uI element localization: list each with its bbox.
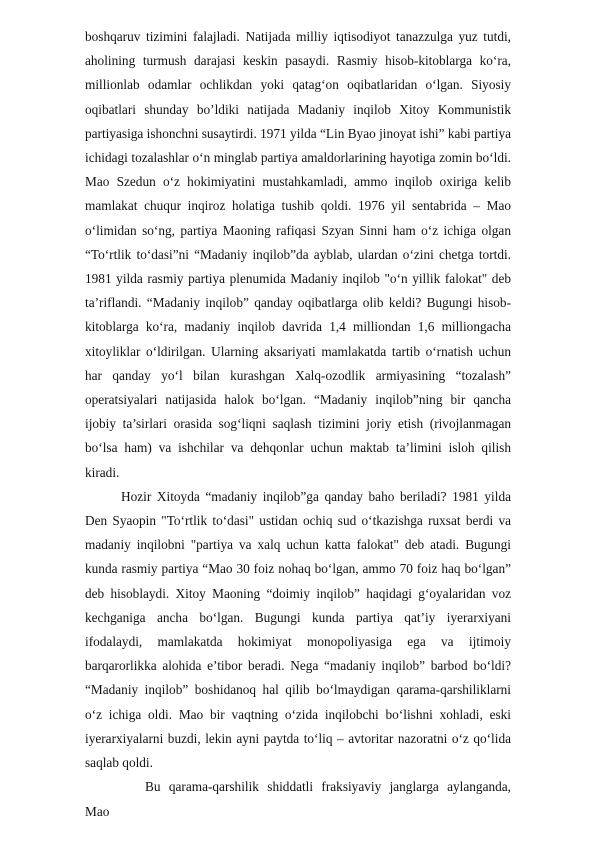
paragraph-2: Hozir Xitoyda “madaniy inqilob”ga qanday baho beriladi? 1981 yilda Den Syaopin "To‘rtlik to‘dasi" ustidan ochiq sud o‘tkazishga ruxsat berdi va madaniy inqilobni "partiya va xalq uchun katta falokat" deb atadi. Bugungi kunda rasmiy partiya “Mao 30 foiz nohaq bo‘lgan, ammo 70 foiz haq bo‘lgan” deb hisoblaydi. Xitoy Maoning “doimiy inqilob” haqidagi g‘oyalaridan voz kechganiga ancha bo‘lgan. Bugungi kunda partiya qat’iy iyerarxiyani ifodalaydi, mamlakatda hokimiyat monopoliyasiga ega va ijtimoiy barqarorlikka alohida e’tibor beradi. Nega “madaniy inqilob” barbod bo‘ldi? “Madaniy inqilob” boshidanoq hal qilib bo‘lmaydigan qarama-qarshiliklarni o‘z ichiga oldi. Mao bir vaqtning o‘zida inqilobchi bo‘lishni xohladi, eski iyerarxiyalarni buzdi, lekin ayni paytda to‘liq – avtoritar nazoratni o‘z qo‘lida saqlab qoldi.: [85, 488, 511, 771]
document-page: [85, 25, 511, 824]
paragraph-3: Bu qarama-qarshilik shiddatli fraksiyaviy janglarga aylanganda, Mao: [85, 779, 511, 819]
paragraph-1: boshqaruv tizimini falajladi. Natijada milliy iqtisodiyot tanazzulga yuz tutdi, aholining turmush darajasi keskin pasaydi. Rasmiy hisob-kitoblarga ko‘ra, millionlab odamlar ochlikdan yoki qatag‘on oqibatlaridan o‘lgan. Siyosiy oqibatlari shunday bo’ldiki natijada Madaniy inqilob Xitoy Kommunistik partiyasiga ishonchni susaytirdi. 1971 yilda “Lin Byao jinoyat ishi” kabi partiya ichidagi tozalashlar o‘n minglab partiya amaldorlarining hayotiga zomin bo‘ldi. Mao Szedun o‘z hokimiyatini mustahkamladi, ammo inqilob oxiriga kelib mamlakat chuqur inqiroz holatiga tushib qoldi. 1976 yil sentabrida – Mao o‘limidan so‘ng, partiya Maoning rafiqasi Szyan Sinni ham o‘z ichiga olgan “To‘rtlik to‘dasi”ni “Madaniy inqilob”da ayblab, ulardan o‘zini chetga tortdi. 1981 yilda rasmiy partiya plenumida Madaniy inqilob "o‘n yillik falokat" deb ta’riflandi. “Madaniy inqilob” qanday oqibatlarga olib keldi? Bugungi hisob-kitoblarga ko‘ra, madaniy inqilob davrida 1,4 milliondan 1,6 milliongacha xitoyliklar o‘ldirilgan. Ularning aksariyati mamlakatda tartib o‘rnatish uchun har qanday yo‘l bilan kurashgan Xalq-ozodlik armiyasining “tozalash” operatsiyalari natijasida halok bo‘lgan. “Madaniy inqilob”ning bir qancha ijobiy ta’sirlari orasida sog‘liqni saqlash tizimini joriy etish (rivojlanmagan bo‘lsa ham) va ishchilar va dehqonlar uchun maktab ta’limini isloh qilish kiradi.: [85, 29, 511, 480]
